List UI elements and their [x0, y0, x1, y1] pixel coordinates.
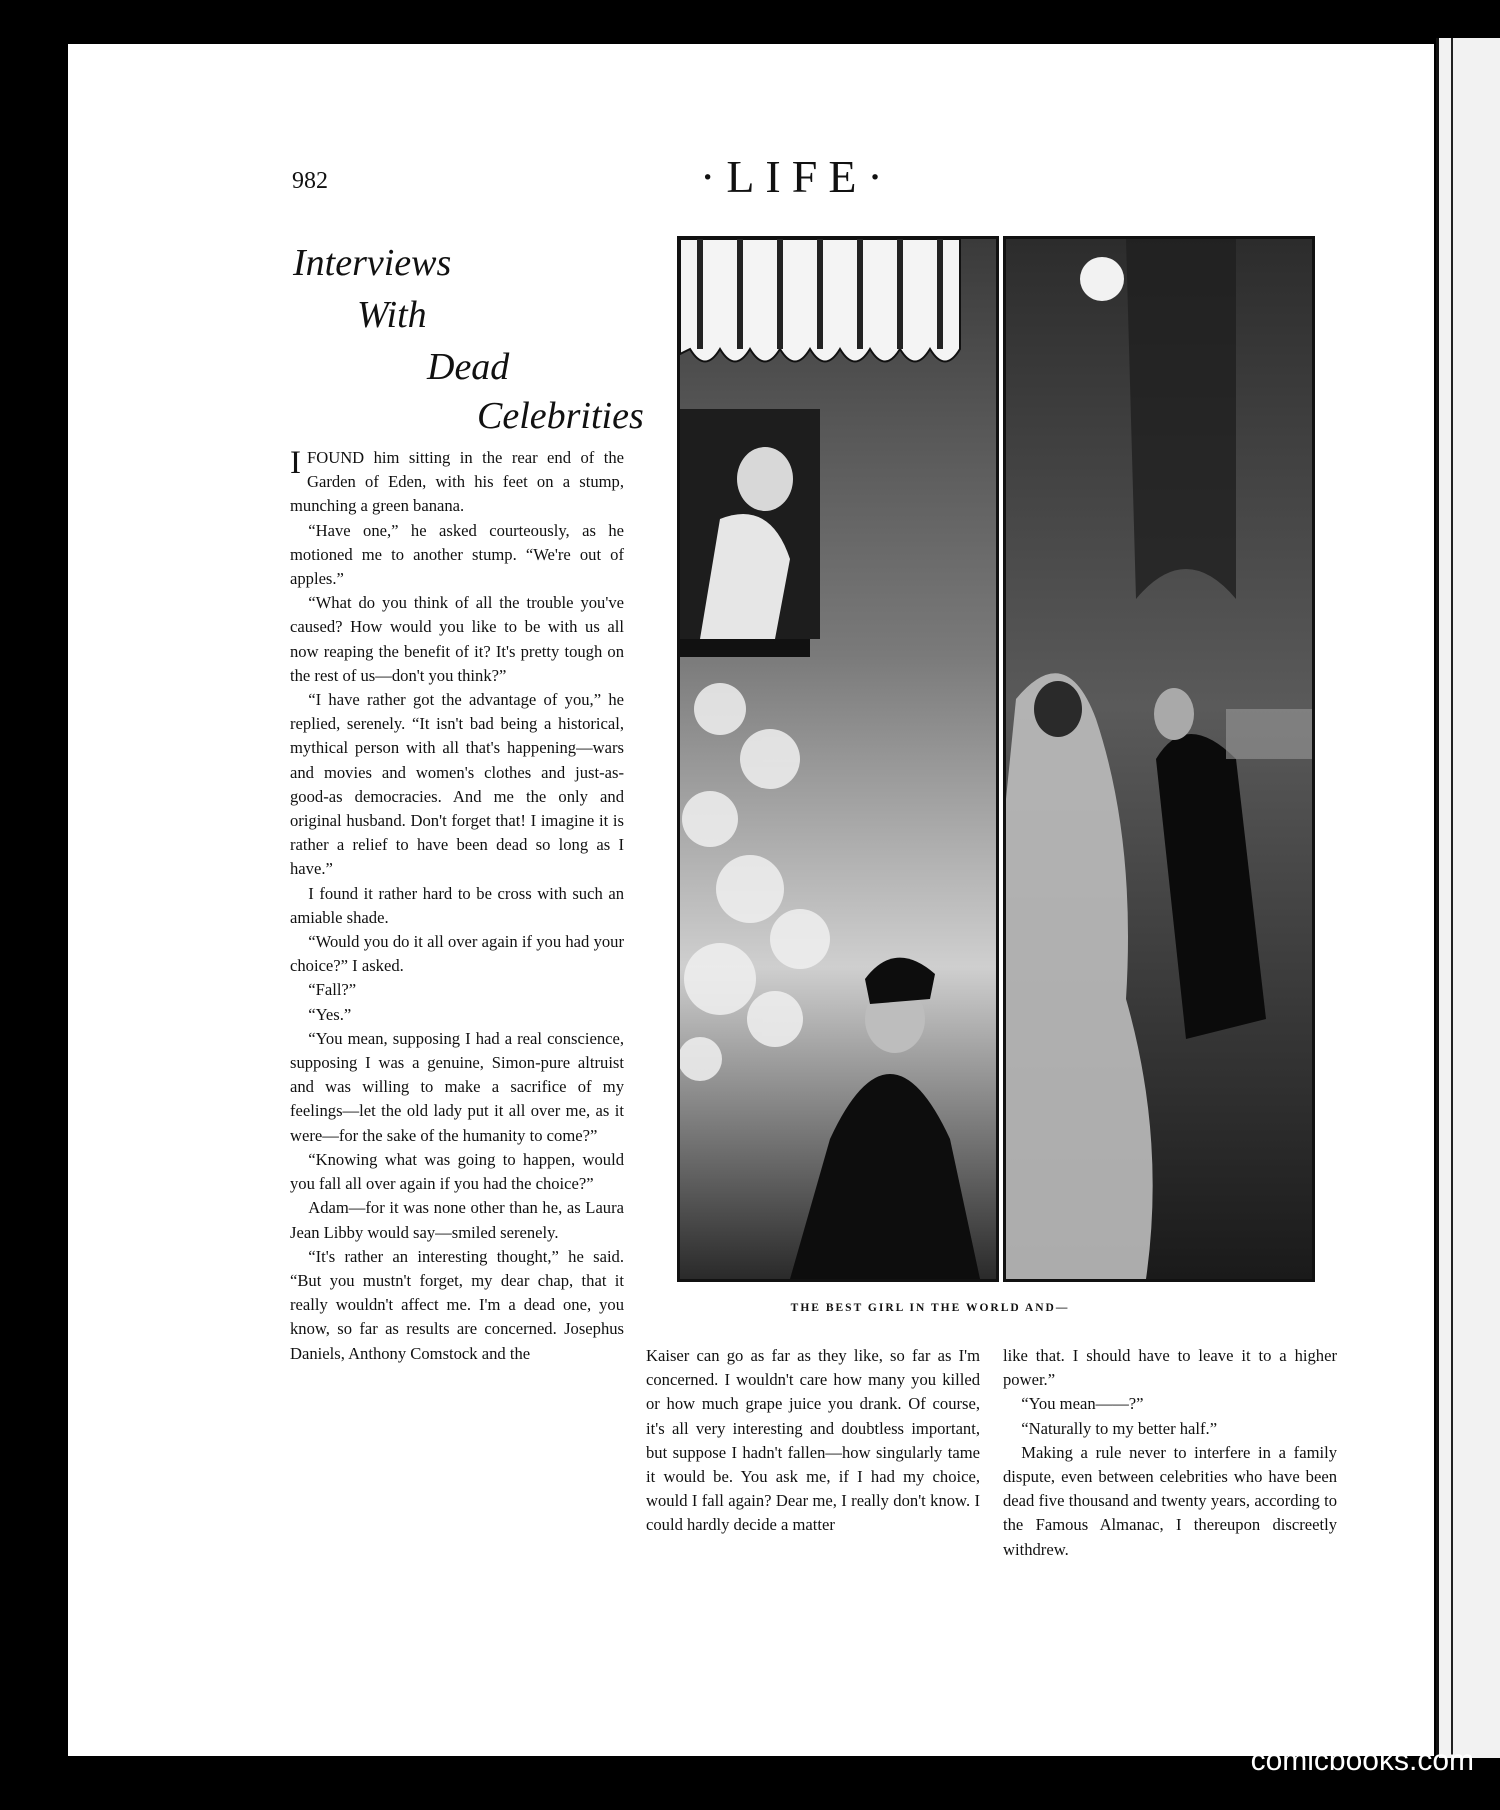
- title-line-3: Dead: [427, 346, 510, 388]
- title-line-4: Celebrities: [477, 395, 644, 437]
- masthead-title: ·LIFE·: [700, 151, 894, 202]
- page-number: 982: [292, 168, 328, 194]
- paragraph: Kaiser can go as far as they like, so far as I'm concerned. I wouldn't care how many you killed or how much grape juice you drank. Of course, it's all very interesting and doubtless important, but suppose I hadn't fallen—how singularly tame it would be. You ask me, if I had my choice, would I fall again? Dear me, I really don't know. I could hardly decide a matter: [646, 1346, 980, 1535]
- illustration-caption: THE BEST GIRL IN THE WORLD AND—: [790, 1302, 1070, 1314]
- drop-cap: I: [290, 445, 301, 481]
- paragraph: “Fall?”: [308, 980, 357, 1000]
- paragraph: IFOUND him sitting in the rear end of the Garden of Eden, with his feet on a stump, munching a green banana.: [290, 445, 624, 516]
- paragraph: “Yes.”: [308, 1004, 352, 1024]
- paragraph: “It's rather an interesting thought,” he said. “But you mustn't forget, my dear chap, that it really wouldn't affect me. I'm a dead one, you know, so far as results are concerned. Josephus Daniels, Anthony Comstock and the: [290, 1246, 624, 1363]
- paragraph: I found it rather hard to be cross with such an amiable shade.: [290, 883, 624, 927]
- source-watermark: comicbooks.com: [1250, 1744, 1474, 1777]
- article-column-2: [646, 1344, 980, 1538]
- paragraph: “I have rather got the advantage of you,” he replied, serenely. “It isn't bad being a historical, mythical person with all that's happening—wars and movies and women's clothes and just-as-good-as democracies. And me the only and original husband. Don't forget that! I imagine it is rather a relief to have been dead so long as I have.”: [290, 690, 624, 879]
- balcony-scene-illustration: [680, 239, 996, 1279]
- illustration-right-panel: [1003, 236, 1315, 1282]
- paragraph: Adam—for it was none other than he, as Laura Jean Libby would say—smiled serenely.: [290, 1198, 624, 1242]
- paragraph: “You mean——?”: [1021, 1394, 1144, 1414]
- article-column-1: [290, 446, 624, 1366]
- paragraph: “You mean, supposing I had a real conscience, supposing I was a genuine, Simon-pure altruist and was willing to make a sacrifice of my feelings—let the old lady put it all over me, as it were—for the sake of the humanity to come?”: [290, 1028, 624, 1145]
- paragraph: “What do you think of all the trouble you've caused? How would you like to be with us all now reaping the benefit of it? It's pretty tough on the rest of us—don't you think?”: [290, 593, 624, 685]
- paragraph: “Would you do it all over again if you had your choice?” I asked.: [290, 932, 624, 976]
- paragraph: Making a rule never to interfere in a family dispute, even between celebrities who have been dead five thousand and twenty years, according to the Famous Almanac, I thereupon discreetly withdrew.: [1003, 1442, 1337, 1559]
- paragraph: like that. I should have to leave it to a higher power.”: [1003, 1346, 1337, 1390]
- paragraph: “Naturally to my better half.”: [1021, 1418, 1218, 1438]
- adjacent-page-edge: [1436, 38, 1500, 1758]
- illustration-left-panel: [677, 236, 999, 1282]
- title-line-2: With: [357, 294, 427, 336]
- paragraph: “Have one,” he asked courteously, as he motioned me to another stump. “We're out of apples.”: [290, 520, 624, 589]
- title-line-1: Interviews: [293, 242, 452, 284]
- moonlit-couple-illustration: [1006, 239, 1312, 1279]
- paragraph: “Knowing what was going to happen, would you fall all over again if you had the choice?”: [290, 1149, 624, 1194]
- article-column-3: [1003, 1344, 1337, 1562]
